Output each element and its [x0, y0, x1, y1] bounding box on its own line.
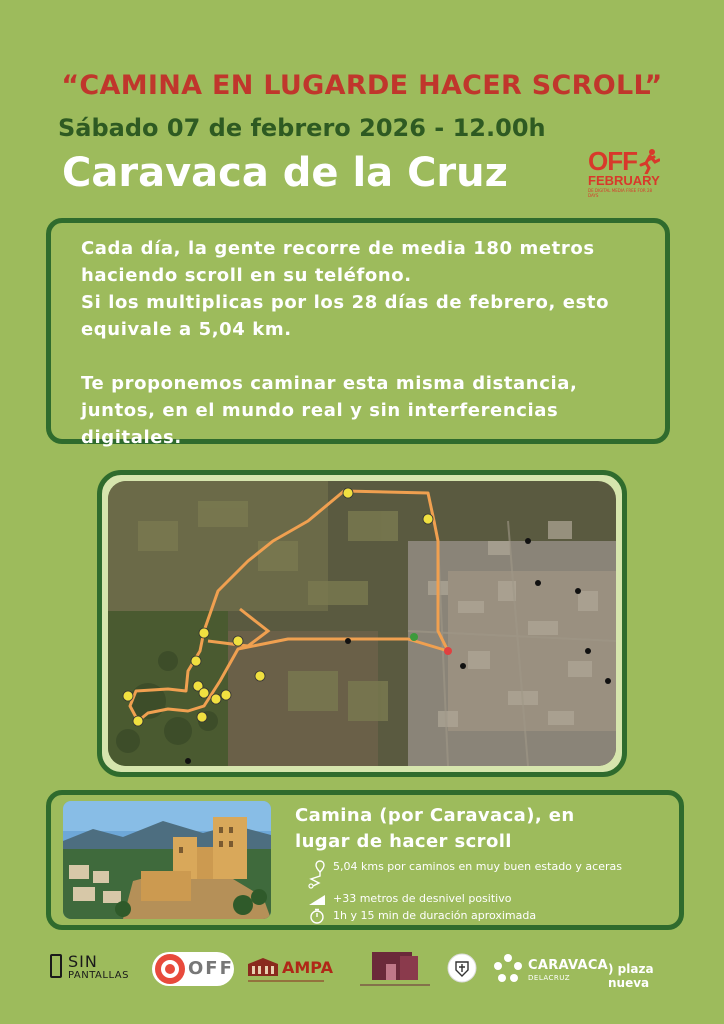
- february-logo-text: FEBRUARY: [588, 173, 660, 188]
- headline: “CAMINA EN LUGARDE HACER SCROLL”: [61, 70, 663, 101]
- intro-line: juntos, en el mundo real y sin interferencias: [81, 400, 559, 421]
- plaza-nueva-logo: ) plaza nueva: [608, 962, 654, 990]
- city-title: Caravaca de la Cruz: [62, 150, 508, 196]
- caravaca-logo: [492, 950, 609, 990]
- route-map: [108, 481, 616, 766]
- phone-icon: [50, 954, 62, 978]
- stopwatch-icon: [307, 907, 327, 925]
- building-icon: [246, 956, 280, 978]
- pantallas-text: PANTALLAS: [68, 970, 129, 981]
- caravaca-castle-image: [63, 801, 271, 919]
- seal-icon: [446, 952, 478, 984]
- info-title-line: Camina (por Caravaca), en: [295, 805, 575, 826]
- intro-line: Cada día, la gente recorre de media 180 metros: [81, 238, 595, 259]
- info-title: [295, 803, 665, 855]
- running-figure-icon: [638, 148, 660, 174]
- info-route-text: 5,04 kms por caminos en muy buen estado y aceras: [333, 860, 622, 873]
- target-icon: [154, 953, 186, 985]
- off-february-logo: [588, 148, 662, 208]
- conservatorio-logo: [360, 950, 430, 990]
- delacruz-text: DELACRUZ: [528, 974, 571, 982]
- castle-photo: [63, 801, 271, 919]
- info-title-line: lugar de hacer scroll: [295, 831, 512, 852]
- conservatorio-subline: [360, 984, 430, 986]
- sin-pantallas-logo: [50, 950, 134, 990]
- route-icon: [307, 859, 327, 889]
- info-elevation-text: +33 metros de desnivel positivo: [333, 892, 512, 905]
- info-box: [46, 790, 684, 930]
- ampa-subline: [248, 980, 324, 982]
- caravaca-text: CARAVACA: [528, 958, 609, 973]
- off-logo-tagline: DE DIGITAL MEDIA FREE FOR 28 DAYS: [588, 188, 653, 198]
- intro-box: [46, 218, 670, 448]
- ampa-logo: [246, 950, 333, 990]
- event-date: Sábado 07 de febrero 2026 - 12.00h: [58, 114, 546, 142]
- info-duration-text: 1h y 15 min de duración aproximada: [333, 909, 537, 922]
- intro-line: Te proponemos caminar esta misma distancia,: [81, 373, 578, 394]
- intro-line: equivale a 5,04 km.: [81, 319, 292, 340]
- route-map-frame: [97, 470, 627, 777]
- intro-line: haciendo scroll en su teléfono.: [81, 265, 412, 286]
- caravaca-flower-icon: [492, 952, 524, 984]
- intro-line: digitales.: [81, 427, 182, 448]
- ampa-text: AMPA: [282, 958, 333, 977]
- sin-text: SIN: [68, 952, 98, 971]
- conservatorio-building-icon: [366, 950, 424, 984]
- municipal-seal-logo: [446, 950, 480, 990]
- off-badge-logo: [152, 952, 234, 986]
- off-badge-text: OFF: [188, 958, 234, 979]
- satellite-map-image: [108, 481, 616, 766]
- intro-line: Si los multiplicas por los 28 días de febrero, esto: [81, 292, 610, 313]
- off-logo-text: OFF: [588, 146, 637, 176]
